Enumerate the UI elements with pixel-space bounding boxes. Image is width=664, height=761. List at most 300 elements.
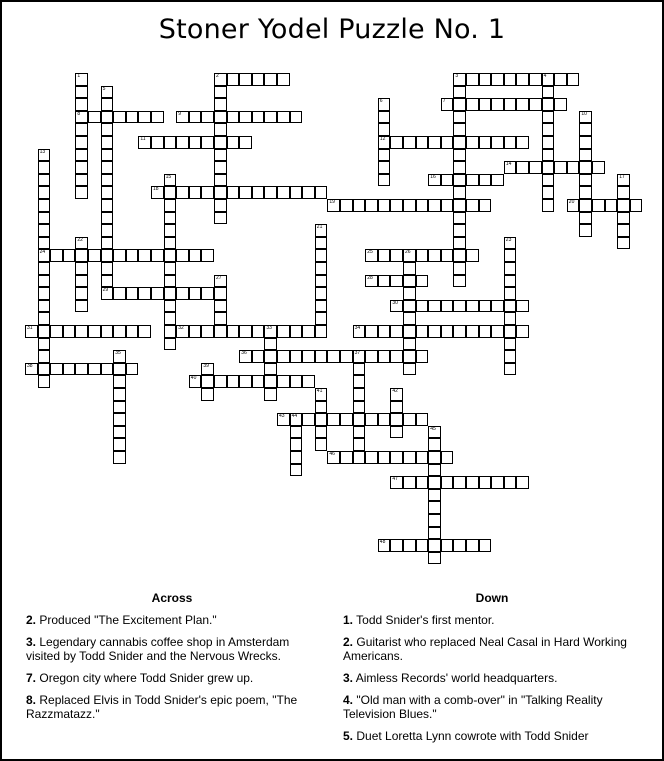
grid-cell[interactable]: [416, 249, 429, 262]
grid-cell[interactable]: [138, 325, 151, 338]
grid-cell[interactable]: [315, 350, 328, 363]
grid-cell[interactable]: [453, 123, 466, 136]
grid-cell[interactable]: [315, 388, 328, 401]
grid-cell[interactable]: [466, 539, 479, 552]
grid-cell[interactable]: [189, 186, 202, 199]
grid-cell[interactable]: [453, 199, 466, 212]
grid-cell[interactable]: [542, 73, 555, 86]
grid-cell[interactable]: [353, 350, 366, 363]
grid-cell[interactable]: [416, 275, 429, 288]
grid-cell[interactable]: [403, 338, 416, 351]
grid-cell[interactable]: [416, 476, 429, 489]
grid-cell[interactable]: [416, 539, 429, 552]
grid-cell[interactable]: [516, 476, 529, 489]
grid-cell[interactable]: [75, 363, 88, 376]
grid-cell[interactable]: [88, 325, 101, 338]
grid-cell[interactable]: [75, 287, 88, 300]
grid-cell[interactable]: [504, 161, 517, 174]
grid-cell[interactable]: [353, 199, 366, 212]
grid-cell[interactable]: [315, 275, 328, 288]
grid-cell[interactable]: [504, 350, 517, 363]
grid-cell[interactable]: [75, 262, 88, 275]
grid-cell[interactable]: [75, 161, 88, 174]
grid-cell[interactable]: [378, 325, 391, 338]
grid-cell[interactable]: [453, 325, 466, 338]
grid-cell[interactable]: [378, 98, 391, 111]
grid-cell[interactable]: [201, 249, 214, 262]
grid-cell[interactable]: [579, 136, 592, 149]
grid-cell[interactable]: [403, 275, 416, 288]
grid-cell[interactable]: [264, 325, 277, 338]
grid-cell[interactable]: [38, 161, 51, 174]
grid-cell[interactable]: [315, 312, 328, 325]
grid-cell[interactable]: [151, 136, 164, 149]
grid-cell[interactable]: [353, 363, 366, 376]
grid-cell[interactable]: [504, 300, 517, 313]
grid-cell[interactable]: [101, 224, 114, 237]
grid-cell[interactable]: [340, 199, 353, 212]
grid-cell[interactable]: [88, 111, 101, 124]
grid-cell[interactable]: [390, 325, 403, 338]
grid-cell[interactable]: [239, 375, 252, 388]
grid-cell[interactable]: [25, 325, 38, 338]
grid-cell[interactable]: [390, 539, 403, 552]
grid-cell[interactable]: [453, 86, 466, 99]
grid-cell[interactable]: [302, 186, 315, 199]
grid-cell[interactable]: [63, 325, 76, 338]
grid-cell[interactable]: [441, 539, 454, 552]
grid-cell[interactable]: [365, 249, 378, 262]
grid-cell[interactable]: [529, 161, 542, 174]
grid-cell[interactable]: [453, 237, 466, 250]
grid-cell[interactable]: [189, 249, 202, 262]
grid-cell[interactable]: [579, 174, 592, 187]
grid-cell[interactable]: [542, 86, 555, 99]
grid-cell[interactable]: [579, 199, 592, 212]
grid-cell[interactable]: [428, 501, 441, 514]
grid-cell[interactable]: [214, 300, 227, 313]
grid-cell[interactable]: [453, 98, 466, 111]
grid-cell[interactable]: [479, 199, 492, 212]
grid-cell[interactable]: [390, 300, 403, 313]
grid-cell[interactable]: [113, 401, 126, 414]
grid-cell[interactable]: [176, 287, 189, 300]
grid-cell[interactable]: [491, 98, 504, 111]
grid-cell[interactable]: [428, 514, 441, 527]
grid-cell[interactable]: [453, 174, 466, 187]
grid-cell[interactable]: [504, 262, 517, 275]
grid-cell[interactable]: [101, 161, 114, 174]
grid-cell[interactable]: [453, 73, 466, 86]
grid-cell[interactable]: [428, 199, 441, 212]
grid-cell[interactable]: [403, 262, 416, 275]
grid-cell[interactable]: [50, 325, 63, 338]
grid-cell[interactable]: [567, 73, 580, 86]
grid-cell[interactable]: [75, 237, 88, 250]
grid-cell[interactable]: [201, 363, 214, 376]
grid-cell[interactable]: [504, 325, 517, 338]
grid-cell[interactable]: [466, 199, 479, 212]
grid-cell[interactable]: [542, 186, 555, 199]
grid-cell[interactable]: [504, 312, 517, 325]
grid-cell[interactable]: [491, 174, 504, 187]
grid-cell[interactable]: [390, 401, 403, 414]
grid-cell[interactable]: [403, 136, 416, 149]
grid-cell[interactable]: [453, 476, 466, 489]
grid-cell[interactable]: [75, 98, 88, 111]
grid-cell[interactable]: [101, 199, 114, 212]
grid-cell[interactable]: [479, 300, 492, 313]
grid-cell[interactable]: [403, 312, 416, 325]
grid-cell[interactable]: [542, 136, 555, 149]
grid-cell[interactable]: [504, 98, 517, 111]
grid-cell[interactable]: [214, 86, 227, 99]
grid-cell[interactable]: [403, 199, 416, 212]
grid-cell[interactable]: [239, 136, 252, 149]
grid-cell[interactable]: [164, 275, 177, 288]
grid-cell[interactable]: [227, 73, 240, 86]
grid-cell[interactable]: [75, 186, 88, 199]
grid-cell[interactable]: [441, 300, 454, 313]
grid-cell[interactable]: [290, 413, 303, 426]
grid-cell[interactable]: [579, 149, 592, 162]
grid-cell[interactable]: [264, 338, 277, 351]
grid-cell[interactable]: [466, 300, 479, 313]
grid-cell[interactable]: [201, 325, 214, 338]
grid-cell[interactable]: [214, 174, 227, 187]
grid-cell[interactable]: [75, 111, 88, 124]
grid-cell[interactable]: [378, 350, 391, 363]
grid-cell[interactable]: [264, 388, 277, 401]
grid-cell[interactable]: [504, 287, 517, 300]
grid-cell[interactable]: [38, 312, 51, 325]
grid-cell[interactable]: [227, 136, 240, 149]
grid-cell[interactable]: [491, 300, 504, 313]
grid-cell[interactable]: [390, 426, 403, 439]
grid-cell[interactable]: [390, 199, 403, 212]
grid-cell[interactable]: [390, 350, 403, 363]
grid-cell[interactable]: [164, 300, 177, 313]
grid-cell[interactable]: [516, 136, 529, 149]
grid-cell[interactable]: [554, 161, 567, 174]
grid-cell[interactable]: [264, 350, 277, 363]
grid-cell[interactable]: [38, 249, 51, 262]
grid-cell[interactable]: [189, 111, 202, 124]
grid-cell[interactable]: [529, 98, 542, 111]
grid-cell[interactable]: [491, 73, 504, 86]
grid-cell[interactable]: [617, 186, 630, 199]
grid-cell[interactable]: [88, 363, 101, 376]
grid-cell[interactable]: [466, 73, 479, 86]
grid-cell[interactable]: [554, 73, 567, 86]
grid-cell[interactable]: [516, 325, 529, 338]
grid-cell[interactable]: [290, 451, 303, 464]
grid-cell[interactable]: [353, 413, 366, 426]
grid-cell[interactable]: [315, 401, 328, 414]
grid-cell[interactable]: [290, 325, 303, 338]
grid-cell[interactable]: [239, 111, 252, 124]
grid-cell[interactable]: [491, 136, 504, 149]
grid-cell[interactable]: [567, 161, 580, 174]
grid-cell[interactable]: [441, 325, 454, 338]
grid-cell[interactable]: [617, 237, 630, 250]
grid-cell[interactable]: [428, 426, 441, 439]
grid-cell[interactable]: [227, 375, 240, 388]
grid-cell[interactable]: [327, 199, 340, 212]
grid-cell[interactable]: [164, 249, 177, 262]
grid-cell[interactable]: [176, 111, 189, 124]
grid-cell[interactable]: [504, 73, 517, 86]
grid-cell[interactable]: [101, 186, 114, 199]
grid-cell[interactable]: [75, 149, 88, 162]
grid-cell[interactable]: [504, 136, 517, 149]
grid-cell[interactable]: [315, 438, 328, 451]
grid-cell[interactable]: [151, 249, 164, 262]
grid-cell[interactable]: [579, 212, 592, 225]
grid-cell[interactable]: [453, 136, 466, 149]
grid-cell[interactable]: [504, 275, 517, 288]
grid-cell[interactable]: [101, 212, 114, 225]
grid-cell[interactable]: [428, 136, 441, 149]
grid-cell[interactable]: [542, 123, 555, 136]
grid-cell[interactable]: [214, 186, 227, 199]
grid-cell[interactable]: [491, 476, 504, 489]
grid-cell[interactable]: [353, 388, 366, 401]
grid-cell[interactable]: [214, 287, 227, 300]
grid-cell[interactable]: [63, 363, 76, 376]
grid-cell[interactable]: [164, 237, 177, 250]
grid-cell[interactable]: [579, 224, 592, 237]
grid-cell[interactable]: [252, 325, 265, 338]
grid-cell[interactable]: [390, 388, 403, 401]
grid-cell[interactable]: [542, 199, 555, 212]
grid-cell[interactable]: [214, 98, 227, 111]
grid-cell[interactable]: [428, 438, 441, 451]
grid-cell[interactable]: [504, 476, 517, 489]
grid-cell[interactable]: [201, 287, 214, 300]
grid-cell[interactable]: [38, 338, 51, 351]
grid-cell[interactable]: [479, 73, 492, 86]
grid-cell[interactable]: [75, 136, 88, 149]
grid-cell[interactable]: [390, 413, 403, 426]
grid-cell[interactable]: [38, 287, 51, 300]
grid-cell[interactable]: [227, 186, 240, 199]
grid-cell[interactable]: [428, 174, 441, 187]
grid-cell[interactable]: [151, 186, 164, 199]
grid-cell[interactable]: [504, 363, 517, 376]
grid-cell[interactable]: [252, 73, 265, 86]
grid-cell[interactable]: [138, 136, 151, 149]
grid-cell[interactable]: [516, 161, 529, 174]
grid-cell[interactable]: [189, 136, 202, 149]
grid-cell[interactable]: [453, 224, 466, 237]
grid-cell[interactable]: [340, 350, 353, 363]
grid-cell[interactable]: [428, 539, 441, 552]
grid-cell[interactable]: [75, 325, 88, 338]
grid-cell[interactable]: [353, 426, 366, 439]
grid-cell[interactable]: [365, 350, 378, 363]
grid-cell[interactable]: [201, 186, 214, 199]
grid-cell[interactable]: [453, 262, 466, 275]
grid-cell[interactable]: [453, 186, 466, 199]
grid-cell[interactable]: [416, 325, 429, 338]
grid-cell[interactable]: [38, 224, 51, 237]
grid-cell[interactable]: [38, 350, 51, 363]
grid-cell[interactable]: [403, 451, 416, 464]
grid-cell[interactable]: [101, 86, 114, 99]
grid-cell[interactable]: [479, 539, 492, 552]
grid-cell[interactable]: [38, 149, 51, 162]
grid-cell[interactable]: [315, 426, 328, 439]
grid-cell[interactable]: [214, 375, 227, 388]
grid-cell[interactable]: [441, 98, 454, 111]
grid-cell[interactable]: [542, 161, 555, 174]
grid-cell[interactable]: [378, 136, 391, 149]
grid-cell[interactable]: [340, 451, 353, 464]
grid-cell[interactable]: [479, 476, 492, 489]
grid-cell[interactable]: [38, 275, 51, 288]
grid-cell[interactable]: [101, 275, 114, 288]
grid-cell[interactable]: [101, 123, 114, 136]
grid-cell[interactable]: [315, 300, 328, 313]
grid-cell[interactable]: [164, 338, 177, 351]
grid-cell[interactable]: [390, 275, 403, 288]
grid-cell[interactable]: [38, 363, 51, 376]
grid-cell[interactable]: [214, 325, 227, 338]
grid-cell[interactable]: [164, 262, 177, 275]
grid-cell[interactable]: [63, 249, 76, 262]
grid-cell[interactable]: [113, 287, 126, 300]
grid-cell[interactable]: [214, 312, 227, 325]
grid-cell[interactable]: [340, 413, 353, 426]
grid-cell[interactable]: [353, 375, 366, 388]
grid-cell[interactable]: [176, 249, 189, 262]
grid-cell[interactable]: [302, 325, 315, 338]
grid-cell[interactable]: [529, 73, 542, 86]
grid-cell[interactable]: [126, 363, 139, 376]
grid-cell[interactable]: [428, 300, 441, 313]
grid-cell[interactable]: [453, 275, 466, 288]
grid-cell[interactable]: [378, 275, 391, 288]
grid-cell[interactable]: [579, 123, 592, 136]
grid-cell[interactable]: [378, 451, 391, 464]
grid-cell[interactable]: [164, 287, 177, 300]
grid-cell[interactable]: [189, 375, 202, 388]
grid-cell[interactable]: [466, 476, 479, 489]
grid-cell[interactable]: [277, 73, 290, 86]
grid-cell[interactable]: [592, 199, 605, 212]
grid-cell[interactable]: [126, 249, 139, 262]
grid-cell[interactable]: [38, 237, 51, 250]
grid-cell[interactable]: [428, 489, 441, 502]
grid-cell[interactable]: [75, 174, 88, 187]
grid-cell[interactable]: [75, 275, 88, 288]
grid-cell[interactable]: [378, 249, 391, 262]
grid-cell[interactable]: [239, 350, 252, 363]
grid-cell[interactable]: [214, 136, 227, 149]
grid-cell[interactable]: [101, 249, 114, 262]
grid-cell[interactable]: [466, 98, 479, 111]
grid-cell[interactable]: [441, 249, 454, 262]
grid-cell[interactable]: [25, 363, 38, 376]
grid-cell[interactable]: [290, 111, 303, 124]
grid-cell[interactable]: [315, 287, 328, 300]
grid-cell[interactable]: [315, 237, 328, 250]
grid-cell[interactable]: [479, 325, 492, 338]
grid-cell[interactable]: [239, 325, 252, 338]
grid-cell[interactable]: [38, 212, 51, 225]
grid-cell[interactable]: [353, 438, 366, 451]
grid-cell[interactable]: [378, 111, 391, 124]
grid-cell[interactable]: [75, 123, 88, 136]
grid-cell[interactable]: [151, 287, 164, 300]
grid-cell[interactable]: [264, 186, 277, 199]
grid-cell[interactable]: [214, 149, 227, 162]
grid-cell[interactable]: [466, 174, 479, 187]
grid-cell[interactable]: [126, 111, 139, 124]
grid-cell[interactable]: [403, 325, 416, 338]
grid-cell[interactable]: [264, 375, 277, 388]
grid-cell[interactable]: [38, 300, 51, 313]
grid-cell[interactable]: [164, 186, 177, 199]
grid-cell[interactable]: [302, 350, 315, 363]
grid-cell[interactable]: [302, 413, 315, 426]
grid-cell[interactable]: [101, 363, 114, 376]
grid-cell[interactable]: [516, 300, 529, 313]
grid-cell[interactable]: [214, 73, 227, 86]
grid-cell[interactable]: [554, 98, 567, 111]
grid-cell[interactable]: [88, 249, 101, 262]
grid-cell[interactable]: [290, 375, 303, 388]
grid-cell[interactable]: [113, 350, 126, 363]
grid-cell[interactable]: [101, 287, 114, 300]
grid-cell[interactable]: [113, 388, 126, 401]
grid-cell[interactable]: [164, 136, 177, 149]
grid-cell[interactable]: [466, 136, 479, 149]
grid-cell[interactable]: [201, 388, 214, 401]
grid-cell[interactable]: [353, 451, 366, 464]
grid-cell[interactable]: [441, 451, 454, 464]
grid-cell[interactable]: [403, 249, 416, 262]
grid-cell[interactable]: [428, 249, 441, 262]
grid-cell[interactable]: [38, 174, 51, 187]
grid-cell[interactable]: [264, 73, 277, 86]
grid-cell[interactable]: [378, 174, 391, 187]
grid-cell[interactable]: [365, 325, 378, 338]
grid-cell[interactable]: [252, 375, 265, 388]
grid-cell[interactable]: [264, 111, 277, 124]
grid-cell[interactable]: [403, 287, 416, 300]
grid-cell[interactable]: [252, 111, 265, 124]
grid-cell[interactable]: [453, 161, 466, 174]
grid-cell[interactable]: [403, 539, 416, 552]
grid-cell[interactable]: [151, 111, 164, 124]
grid-cell[interactable]: [403, 300, 416, 313]
grid-cell[interactable]: [453, 300, 466, 313]
grid-cell[interactable]: [252, 350, 265, 363]
grid-cell[interactable]: [365, 275, 378, 288]
grid-cell[interactable]: [113, 426, 126, 439]
grid-cell[interactable]: [315, 249, 328, 262]
grid-cell[interactable]: [290, 186, 303, 199]
grid-cell[interactable]: [353, 325, 366, 338]
grid-cell[interactable]: [403, 413, 416, 426]
grid-cell[interactable]: [38, 262, 51, 275]
grid-cell[interactable]: [315, 413, 328, 426]
grid-cell[interactable]: [416, 199, 429, 212]
grid-cell[interactable]: [365, 413, 378, 426]
grid-cell[interactable]: [277, 413, 290, 426]
